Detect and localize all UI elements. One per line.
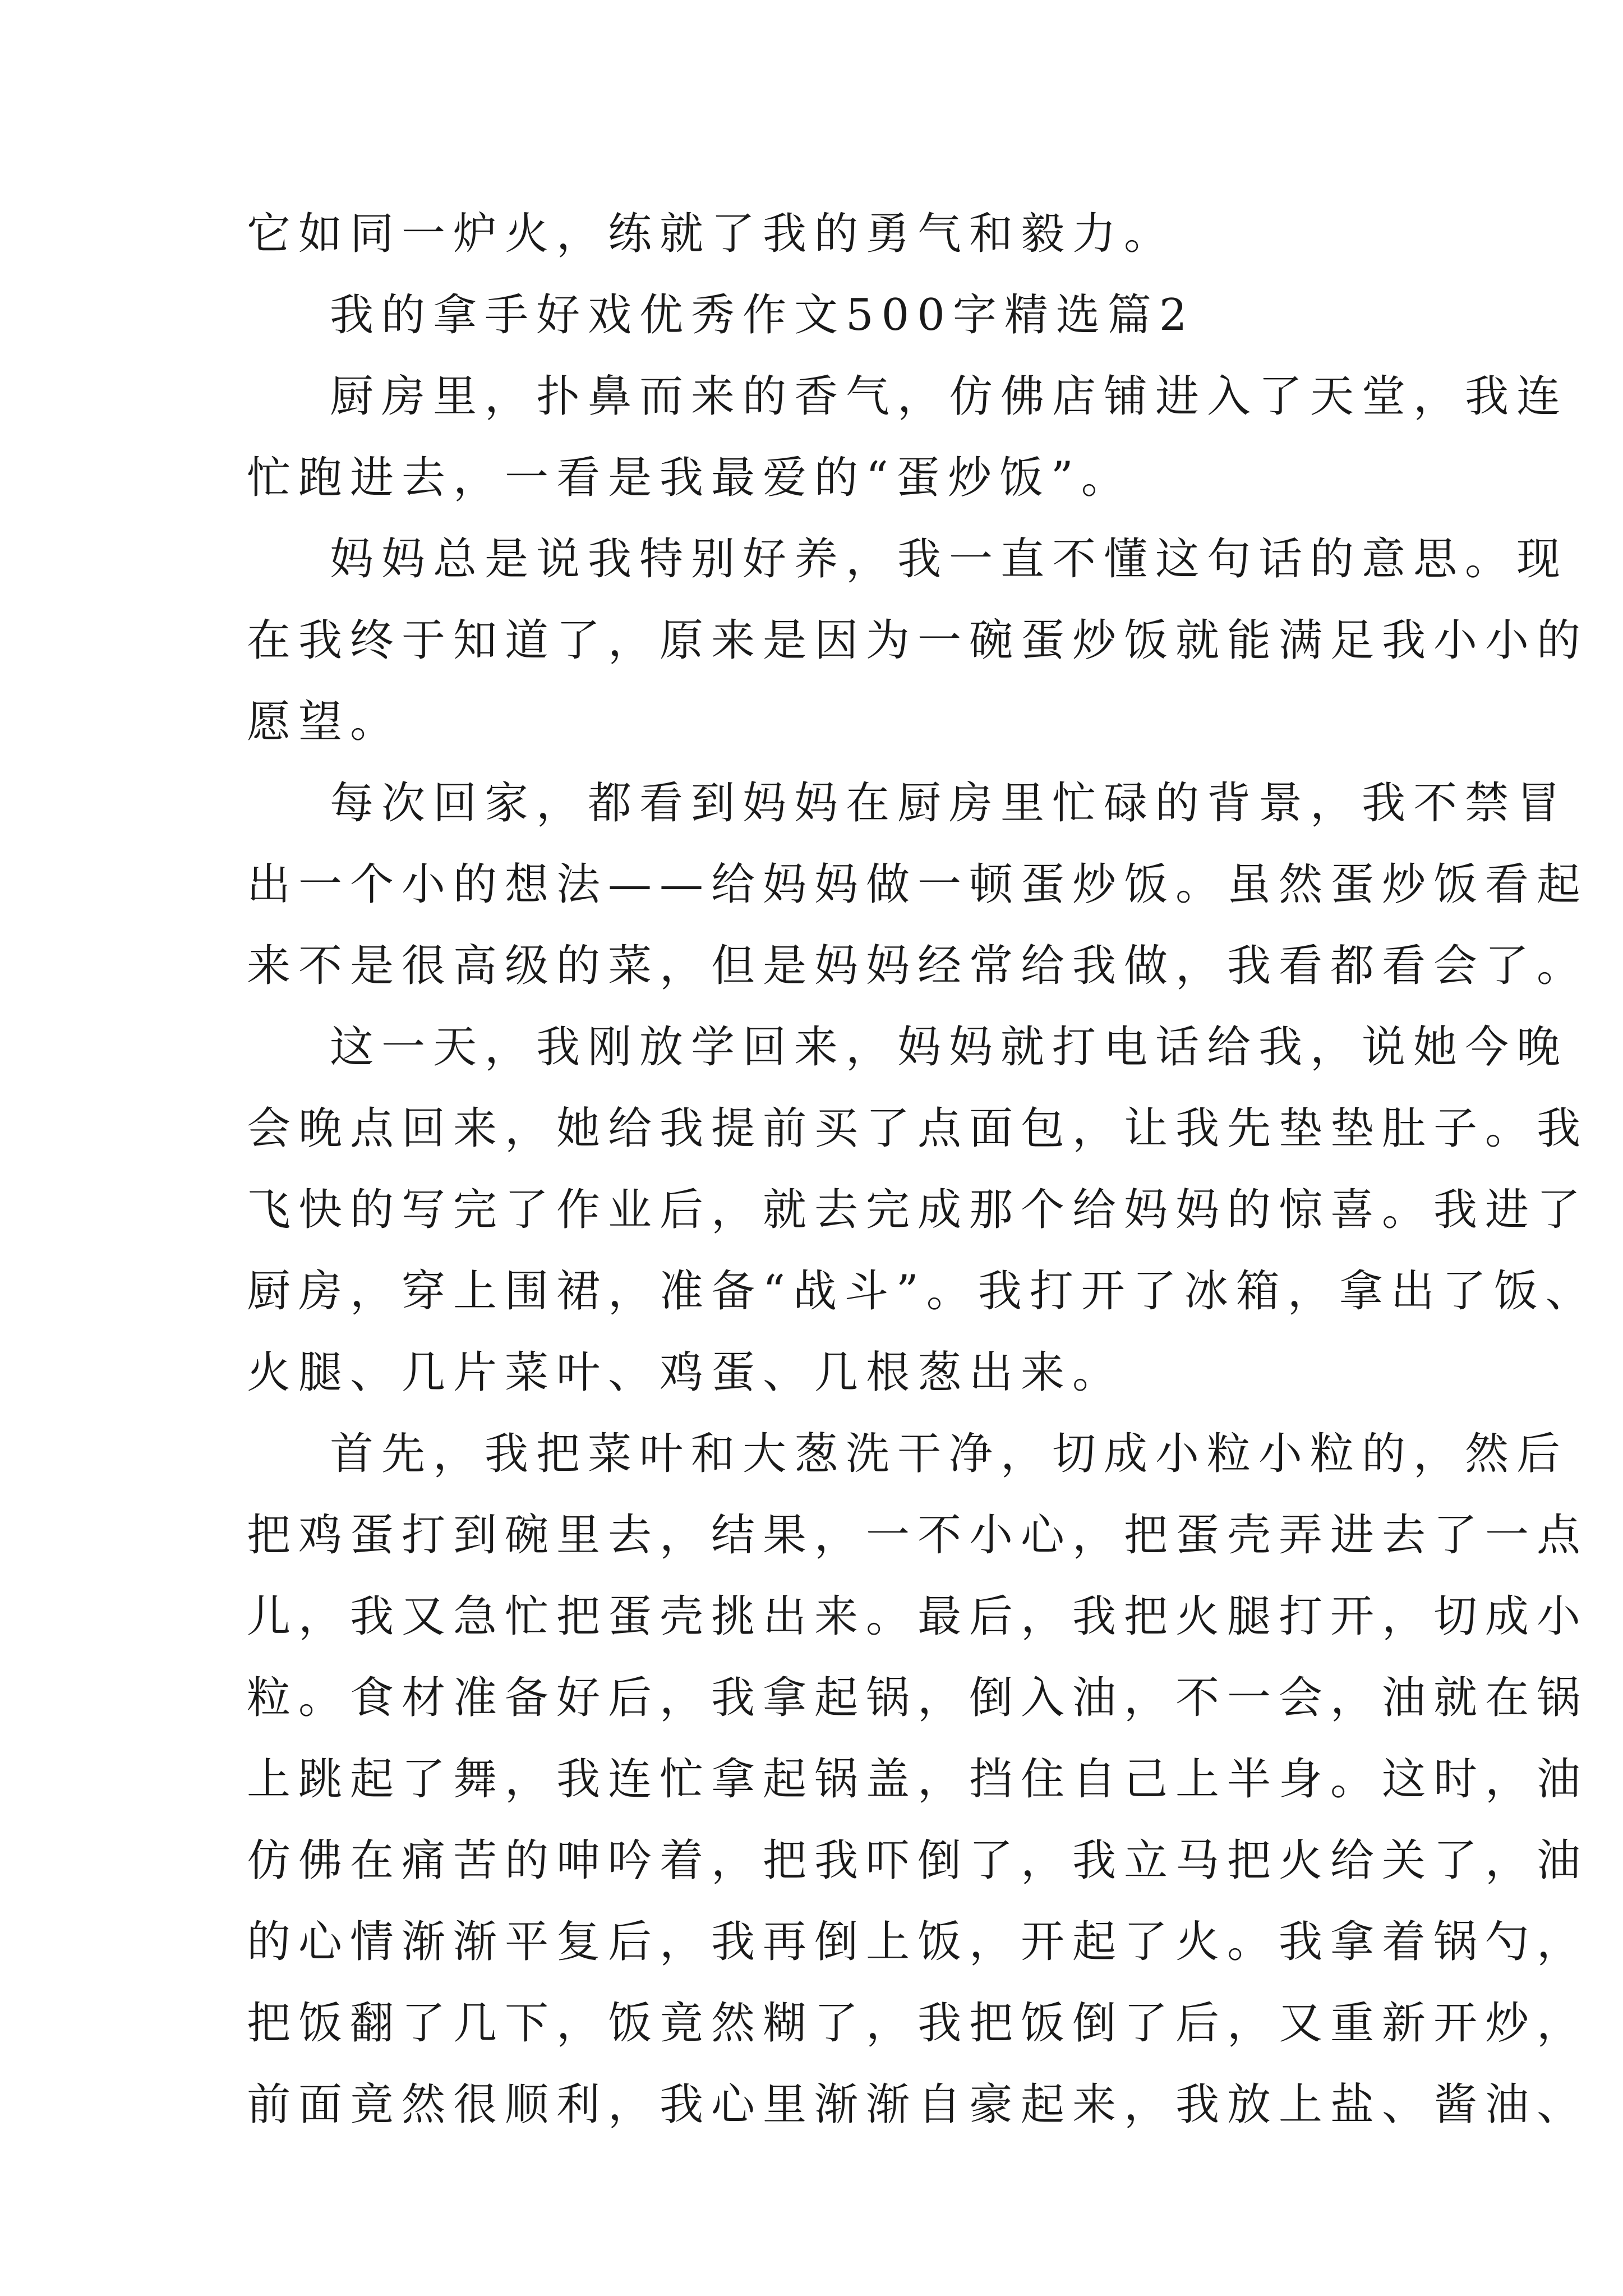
text-line: 出一个小的想法——给妈妈做一顿蛋炒饭。虽然蛋炒饭看起 [247, 859, 1589, 910]
text-line: 的心情渐渐平复后，我再倒上饭，开起了火。我拿着锅勺， [247, 1917, 1589, 1967]
text-line: 仿佛在痛苦的呻吟着，把我吓倒了，我立马把火给关了，油 [247, 1835, 1589, 1886]
text-line: 火腿、几片菜叶、鸡蛋、几根葱出来。 [247, 1347, 1124, 1398]
text-line: 前面竟然很顺利，我心里渐渐自豪起来，我放上盐、酱油、 [247, 2079, 1589, 2130]
text-line: 厨房里，扑鼻而来的香气，仿佛店铺进入了天堂，我连 [330, 371, 1569, 422]
text-line: 在我终于知道了，原来是因为一碗蛋炒饭就能满足我小小的 [247, 615, 1589, 666]
text-line: 会晚点回来，她给我提前买了点面包，让我先垫垫肚子。我 [247, 1103, 1589, 1154]
text-line: 上跳起了舞，我连忙拿起锅盖，挡住自己上半身。这时，油 [247, 1754, 1589, 1805]
text-line: 把鸡蛋打到碗里去，结果，一不小心，把蛋壳弄进去了一点 [247, 1510, 1589, 1561]
text-line: 妈妈总是说我特别好养，我一直不懂这句话的意思。现 [330, 534, 1569, 585]
text-line: 儿，我又急忙把蛋壳挑出来。最后，我把火腿打开，切成小 [247, 1591, 1589, 1642]
text-line: 首先，我把菜叶和大葱洗干净，切成小粒小粒的，然后 [330, 1429, 1569, 1479]
body-text [247, 194, 1597, 2146]
text-line: 它如同一炉火，练就了我的勇气和毅力。 [247, 209, 1176, 259]
text-line: 这一天，我刚放学回来，妈妈就打电话给我，说她今晚 [330, 1022, 1569, 1073]
text-line: 厨房，穿上围裙，准备“战斗”。我打开了冰箱，拿出了饭、 [247, 1266, 1597, 1317]
text-line: 我的拿手好戏优秀作文500字精选篇2 [330, 290, 1195, 341]
text-line: 每次回家，都看到妈妈在厨房里忙碌的背景，我不禁冒 [330, 778, 1569, 829]
text-line: 飞快的写完了作业后，就去完成那个给妈妈的惊喜。我进了 [247, 1185, 1589, 1235]
text-line: 粒。食材准备好后，我拿起锅，倒入油，不一会，油就在锅 [247, 1673, 1589, 1723]
text-line: 愿望。 [247, 697, 402, 747]
text-line: 把饭翻了几下，饭竟然糊了，我把饭倒了后，又重新开炒， [247, 1998, 1589, 2049]
text-line: 忙跑进去，一看是我最爱的“蛋炒饭”。 [247, 453, 1133, 503]
text-line: 来不是很高级的菜，但是妈妈经常给我做，我看都看会了。 [247, 941, 1589, 991]
